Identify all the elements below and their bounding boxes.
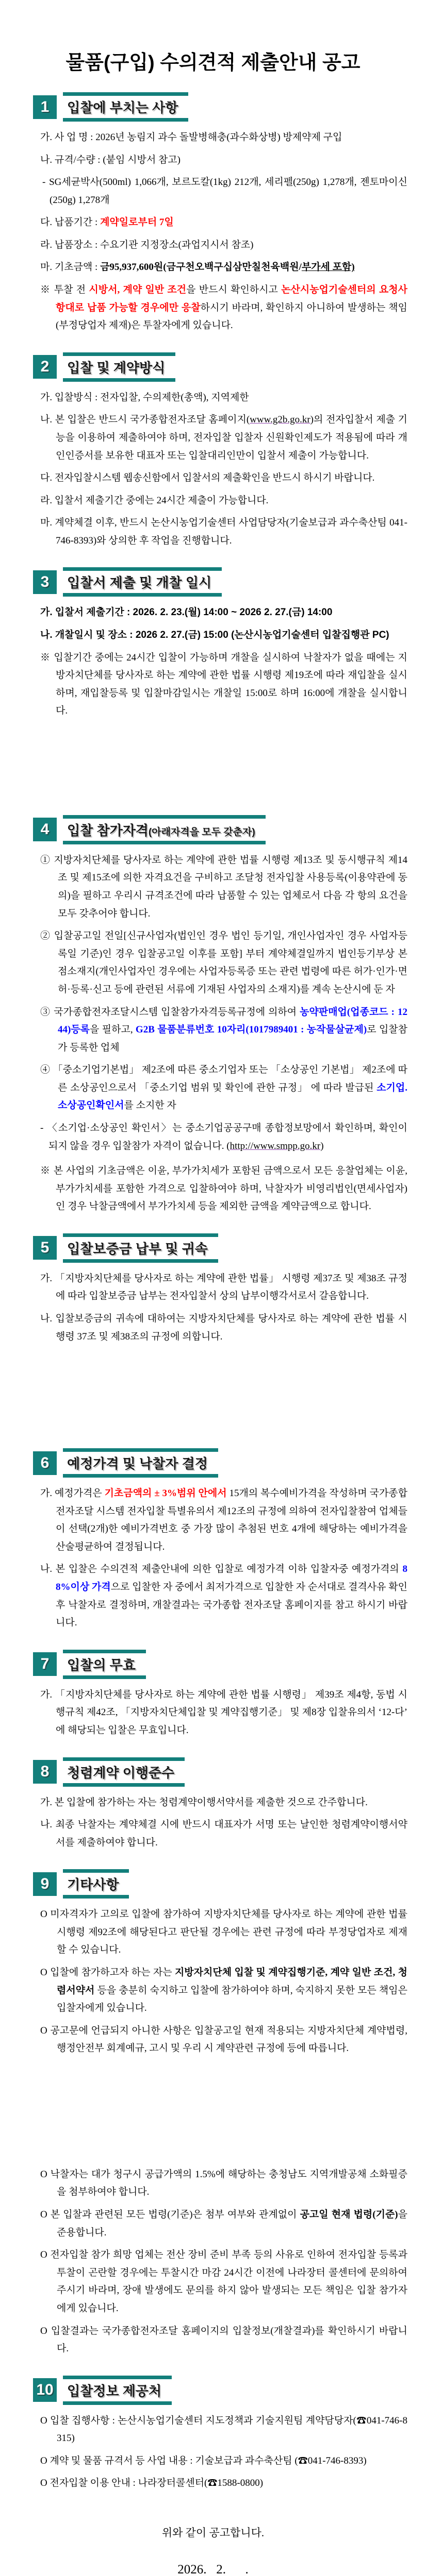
text-run: )의 전자입찰서 제출 기능을 이용하여 제출하여야 하며, 전자입찰 입찰자 신원확인제도가 적용됨에 따라 개인인증서를 보유한 대표자 또는 입찰대리인만이 입찰서 제출이 가능합니다. [56,414,407,461]
section-1-header [33,92,407,122]
section-10-item-2 [40,2452,407,2470]
section-number-badge: 10 [33,2378,57,2402]
section-6-header [33,1448,407,1478]
section-number-badge: 2 [33,355,57,379]
text-run: - 〈소기업·소상공인 확인서〉는 중소기업공공구매 종합정보망에서 확인하며, 확인이 되지 않을 경우 입찰참가 자격이 없습니다. ( [40,1122,407,1151]
section-9-header [33,1869,407,1899]
section-4-item-2 [40,927,407,998]
section-title: 입찰서 제출 및 개찰 일시 [67,575,212,591]
text-run: 가. 입찰방식 : 전자입찰, 수의제한(총액), 지역제한 [40,392,249,403]
section-title: 청렴계약 이행준수 [67,1765,175,1781]
text-run: 나. 개찰일시 및 장소 : 2026 2. 27.(금) 15:00 (논산시농업기술센터 입찰집행관 PC) [40,629,389,640]
section-1-item-2 [40,151,407,170]
text-run: ① 지방자치단체를 당사자로 하는 계약에 관한 법률 시행령 제13조 및 동시행규칙 제14조 및 제15조에 의한 자격요건을 구비하고 조달청 전자입찰 사용등록(이용약관에 동의)을 필하고 우리시 규격조건에 따라 납품할 수 있는 업체로서 다음 각 항의 요건을 모두 갖추어야 합니다. [40,854,407,919]
section-5-header [33,1233,407,1263]
text-run: 나. 최종 낙찰자는 계약체결 시에 반드시 대표자가 서명 또는 날인한 청렴계약이행서약서를 제출하여야 합니다. [40,1819,407,1848]
section-2-header [33,352,407,382]
section-title-banner [63,567,222,597]
text-run: 나. 본 입찰은 수의견적 제출안내에 의한 입찰로 예정가격 이하 입찰자중 예정가격의 [40,1564,403,1575]
document-body [0,92,426,2493]
section-number-badge: 8 [33,1760,57,1784]
section-1-item-3 [40,174,407,209]
section-title-banner [63,1869,129,1899]
section-6-item-1 [40,1485,407,1556]
text-run: 가. 사 업 명 : 2026년 농림지 과수 돌발병해충(과수화상병) 방제약제 구입 [40,132,342,143]
section-2-item-4 [40,492,407,510]
section-7 [40,1650,407,1740]
section-4-item-4 [40,1061,407,1115]
section-number-badge: 7 [33,1652,57,1676]
section-8-item-1 [40,1794,407,1812]
text-run: 가. 예정가격은 [40,1488,105,1499]
text-run: 하시기 바라며, 확인하지 아니하여 발생하는 책임(부정당업자 제재)은 투찰자에게 있습니다. [56,302,407,331]
text-run: ※ 본 사업의 기초금액은 이윤, 부가가치세가 포함된 금액으로서 모든 응찰업체는 이윤, 부가가치세를 포함한 가격으로 입찰하여야 하며, 낙찰자가 비영리법인(면세사업자)인 경우 낙찰금액에서 부가가치세 등을 제외한 금액을 계약금액으로 합니다. [40,1165,407,1212]
section-4 [40,815,407,1216]
text-run: O 전자입찰 이용 안내 : 나라장터콜센터(☎1588-0800) [40,2478,264,2489]
url-link[interactable]: http://www.smpp.go.kr [230,1140,321,1151]
section-9-item-4 [40,2166,407,2201]
section-number-badge: 1 [33,95,57,119]
section-2-item-2 [40,411,407,465]
section-number-badge: 3 [33,570,57,594]
text-run: 농약판매업(업종코드 : 1244)등록 [58,1006,407,1036]
text-run: 나. 규격/수량 : (붙임 시방서 참고) [40,154,181,165]
section-3-item-2 [40,626,407,645]
text-run: 부가세 포함) [301,262,355,273]
text-run: ※ 투찰 전 [40,284,89,296]
text-run: 계약일로부터 7일 [100,217,174,228]
section-title-banner [63,1757,185,1787]
section-9-item-3 [40,2022,407,2058]
section-2 [40,352,407,550]
section-4-header [33,815,407,844]
section-6 [40,1448,407,1632]
section-3 [40,567,407,720]
text-run: 논산시농업기술센터의 요청사항대로 납품 가능할 경우에만 응찰 [56,284,408,313]
text-run: 다. 납품기간 : [40,217,101,228]
text-run: O 입찰 집행사항 : 논산시농업기술센터 지도정책과 기술지원팀 계약담당자(☎041-746-8315) [40,2415,407,2444]
section-title-banner [63,1233,218,1263]
section-9-item-5 [40,2206,407,2242]
text-run: 금95,937,600원(금구천오백구십삼만칠천육백원/ [100,262,302,273]
section-9 [40,1869,407,2358]
text-run: G2B 물품분류번호 10자리(1017989401 : 농작물살균제) [135,1024,367,1036]
text-run: ④ 「중소기업기본법」 제2조에 따른 중소기업자 또는 「소상공인 기본법」 제2조에 따른 소상공인으로서 「중소기업 범위 및 확인에 관한 규정」 에 따라 발급된 [40,1064,407,1093]
text-run: 가. 본 입찰에 참가하는 자는 청렴계약이행서약서를 제출한 것으로 간주합니다. [40,1797,368,1808]
section-title: 입찰의 무효 [67,1657,136,1673]
section-1-item-5 [40,236,407,255]
text-run: 마. 기초금액 : [40,262,101,273]
section-title: 기타사항 [67,1877,119,1893]
text-run: ) [320,1140,324,1151]
section-number-badge: 6 [33,1451,57,1475]
closing-date: 2026. 2. . [177,2562,249,2576]
section-number-badge: 4 [33,818,57,841]
section-3-header [33,567,407,597]
closing-statement: 위와 같이 공고합니다. [161,2526,265,2539]
text-run: O 낙찰자는 대가 청구시 공급가액의 1.5%에 해당하는 충청남도 지역개발공채 소화필증을 첨부하여야 합니다. [40,2168,407,2198]
text-run: 공고일 현재 법령(기준) [300,2209,398,2221]
text-run: 가. 「지방자치단체를 당사자로 하는 계약에 관한 법률」 시행령 제37조 및 제38조 규정에 따라 입찰보증금 납부는 전자입찰서 상의 납부이행각서로서 갈음합니다. [40,1273,407,1302]
section-7-header [33,1650,407,1679]
section-4-item-1 [40,852,407,923]
text-run: 등을 충분히 숙지하고 입찰에 참가하여야 하며, 숙지하지 못한 모든 책임은 입찰자에게 있습니다. [57,1985,407,2014]
section-1-item-7 [40,281,407,335]
section-6-item-2 [40,1561,407,1632]
text-run: ※ 입찰기간 중에는 24시간 입찰이 가능하며 개찰을 실시하여 낙찰자가 없을 때에는 지방자치단체를 당사자로 하는 계약에 관한 법률 시행령 제19조에 따라 재입찰을 실시하며, 재입찰등록 및 입찰마감일시는 개찰일 15:00로 하며 16:00에 개찰을 실시합니다. [40,652,407,717]
section-7-item-1 [40,1686,407,1740]
text-run: 15개의 복수예비가격을 작성하며 국가종합 전자조달 시스템 전자입찰 특별유의서 제12조의 규정에 의하여 전자입찰참여 업체들이 선택(2개)한 예비가격번호 중 가장 많이 추첨된 번호 4개에 해당하는 예비가격을 산술평균하여 결정됩니다. [56,1488,408,1552]
section-1 [40,92,407,335]
section-title-banner [63,2376,172,2405]
text-run: 로 입찰참가 등록한 업체 [58,1024,408,1053]
text-run: O 공고문에 언급되지 아니한 사항은 입찰공고일 현재 적용되는 지방자치단체 계약법령, 행정안전부 회계예규, 고시 및 우리 시 계약관련 규정에 등에 따릅니다. [40,2025,407,2054]
text-run: 다. 전자입찰시스템 웹송신함에서 입찰서의 제출확인을 반드시 하시기 바랍니다. [40,472,375,484]
text-run: O 입찰에 참가하고자 하는 자는 [40,1967,175,1978]
section-title: 입찰보증금 납부 및 귀속 [67,1241,208,1257]
text-run: ③ 국가종합전자조달시스템 입찰참가자격등록규정에 의하여 [40,1006,300,1018]
section-5 [40,1233,407,1346]
text-run: 마. 계약체결 이후, 반드시 논산시농업기술센터 사업담당자(기술보급과 과수축산팀 041-746-8393)와 상의한 후 작업을 진행합니다. [40,517,407,546]
section-8-header [33,1757,407,1787]
section-title-banner [63,352,175,382]
section-9-item-6 [40,2246,407,2317]
text-run: 지방자치단체 입찰 및 계약집행기준, 계약 일반 조건, 청렴서약서 [57,1967,407,1996]
section-number-badge: 9 [33,1872,57,1896]
section-10-header [33,2376,407,2405]
section-9-item-1 [40,1906,407,1959]
section-8-item-2 [40,1816,407,1852]
text-run: 소기업.소상공인확인서 [58,1082,407,1111]
text-run: O 입찰결과는 국가종합전자조달 홈페이지의 입찰정보(개찰결과)를 확인하시기 바랍니다. [40,2325,407,2354]
text-run: O 계약 및 물품 규격서 등 사업 내용 : 기술보급과 과수축산팀 (☎041-746-8393) [40,2455,367,2466]
text-run: 나. 본 입찰은 반드시 국가종합전자조달 홈페이지( [40,414,250,426]
closing-block [0,2524,426,2576]
section-number-badge: 5 [33,1236,57,1260]
text-run: 88%이상 가격 [56,1564,407,1593]
section-10-item-3 [40,2475,407,2493]
section-title-banner [63,92,188,122]
section-9-item-2 [40,1964,407,2018]
section-2-item-5 [40,514,407,550]
section-title: 입찰 참가자격(아래자격을 모두 갖춘자) [67,822,255,838]
text-run: O 전자입찰 참가 희망 업체는 전산 장비 준비 부족 등의 사유로 인하여 전자입찰 등록과 투찰이 곤란할 경우에는 투찰시간 마감 24시간 이전에 나라장터 콜센터에 문의하여 주시기 바라며, 장애 발생에도 문의를 하지 않아 발생되는 모든 책임은 입찰 참가자에게 있습니다. [40,2249,407,2314]
section-3-item-1 [40,604,407,622]
text-run: 기초금액의 ± 3%범위 안에서 [104,1488,227,1499]
text-run: 나. 입찰보증금의 귀속에 대하여는 지방자치단체를 당사자로 하는 계약에 관한 법률 시행령 37조 및 제38조의 규정에 의합니다. [40,1313,407,1342]
section-10 [36,2376,407,2493]
text-run: 를 소지한 자 [124,1100,176,1111]
section-title: 입찰정보 제공처 [67,2383,162,2399]
section-title: 입찰에 부치는 사항 [67,100,178,115]
text-run: O 미자격자가 고의로 입찰에 참가하여 지방자치단체를 당사자로 하는 계약에 관한 법률 시행령 제92조에 해당된다고 판단될 경우에는 관련 규정에 따라 부정당업자로 제재할 수 있습니다. [40,1909,407,1956]
section-title-banner [63,815,266,844]
text-run: 가. 「지방자치단체를 당사자로 하는 계약에 관한 법률 시행령」 제39조 제4항, 동법 시행규칙 제42조, 「지방자치단체입찰 및 계약집행기준」 및 제8장 입찰유의서 ‘12-다’ 에 해당되는 입찰은 무효입니다. [40,1689,407,1736]
url-link[interactable]: www.g2b.go.kr [250,414,310,426]
section-2-item-3 [40,469,407,487]
section-3-item-3 [40,649,407,720]
section-4-item-3 [40,1004,407,1057]
text-run: - SG세균박사(500ml) 1,066개, 보르도칼(1kg) 212개, 세리펠(250g) 1,278개, 젠토마이신(250g) 1,278개 [42,177,407,206]
section-title-banner [63,1650,146,1679]
section-8 [40,1757,407,1852]
section-5-item-1 [40,1270,407,1306]
text-run: 시방서, 계약 일반 조건 [89,284,187,296]
text-run: 가. 입찰서 제출기간 : 2026. 2. 23.(월) 14:00 ~ 2026 2. 27.(금) 14:00 [40,607,333,618]
text-run: 으로 입찰한 자 중에서 최저가격으로 입찰한 자 순서대로 결격사유 확인 후 낙찰자로 결정하며, 개찰결과는 국가종합 전자조달 홈페이지를 참고 하시기 바랍니다. [56,1582,407,1629]
text-run: 을 준용합니다. [57,2209,407,2238]
text-run: 라. 납품장소 : 수요기관 지정장소(과업지시서 참조) [40,239,254,250]
section-1-item-6 [40,259,407,277]
text-run: O 본 입찰과 관련된 모든 법령(기준)은 첨부 여부와 관계없이 [40,2209,300,2221]
section-10-item-1 [40,2412,407,2448]
section-9-item-7 [40,2323,407,2358]
section-4-item-6 [40,1162,407,1216]
section-4-item-5 [40,1120,407,1155]
section-title: 입찰 및 계약방식 [67,360,166,376]
text-run: 라. 입찰서 제출기간 중에는 24시간 제출이 가능합니다. [40,495,269,506]
section-2-item-1 [40,389,407,407]
section-title: 예정가격 및 낙찰자 결정 [67,1456,208,1472]
section-title-banner [63,1448,218,1478]
section-1-item-1 [40,129,407,147]
text-run: 을 반드시 확인하시고 [186,284,282,296]
document-title: 물품(구입) 수의견적 제출안내 공고 [65,52,361,74]
section-1-item-4 [40,214,407,232]
section-title-suffix: (아래자격을 모두 갖춘자) [148,826,255,838]
text-run: 을 필하고, [90,1024,136,1036]
text-run: ② 입찰공고일 전일[신규사업자(법인인 경우 법인 등기일, 개인사업자인 경우 사업자등록일 기준)인 경우 입찰공고일 이후를 포함] 부터 계약체결일까지 법인등기부상 본점소재지(개인사업자인 경우에는 사업자등록증 또는 관련 법령에 따른 허가·인가·면허·등록·신고 등에 관련된 서류에 기재된 사업자의 소재지)를 계속 논산시에 둔 자 [40,930,407,995]
section-5-item-2 [40,1310,407,1346]
